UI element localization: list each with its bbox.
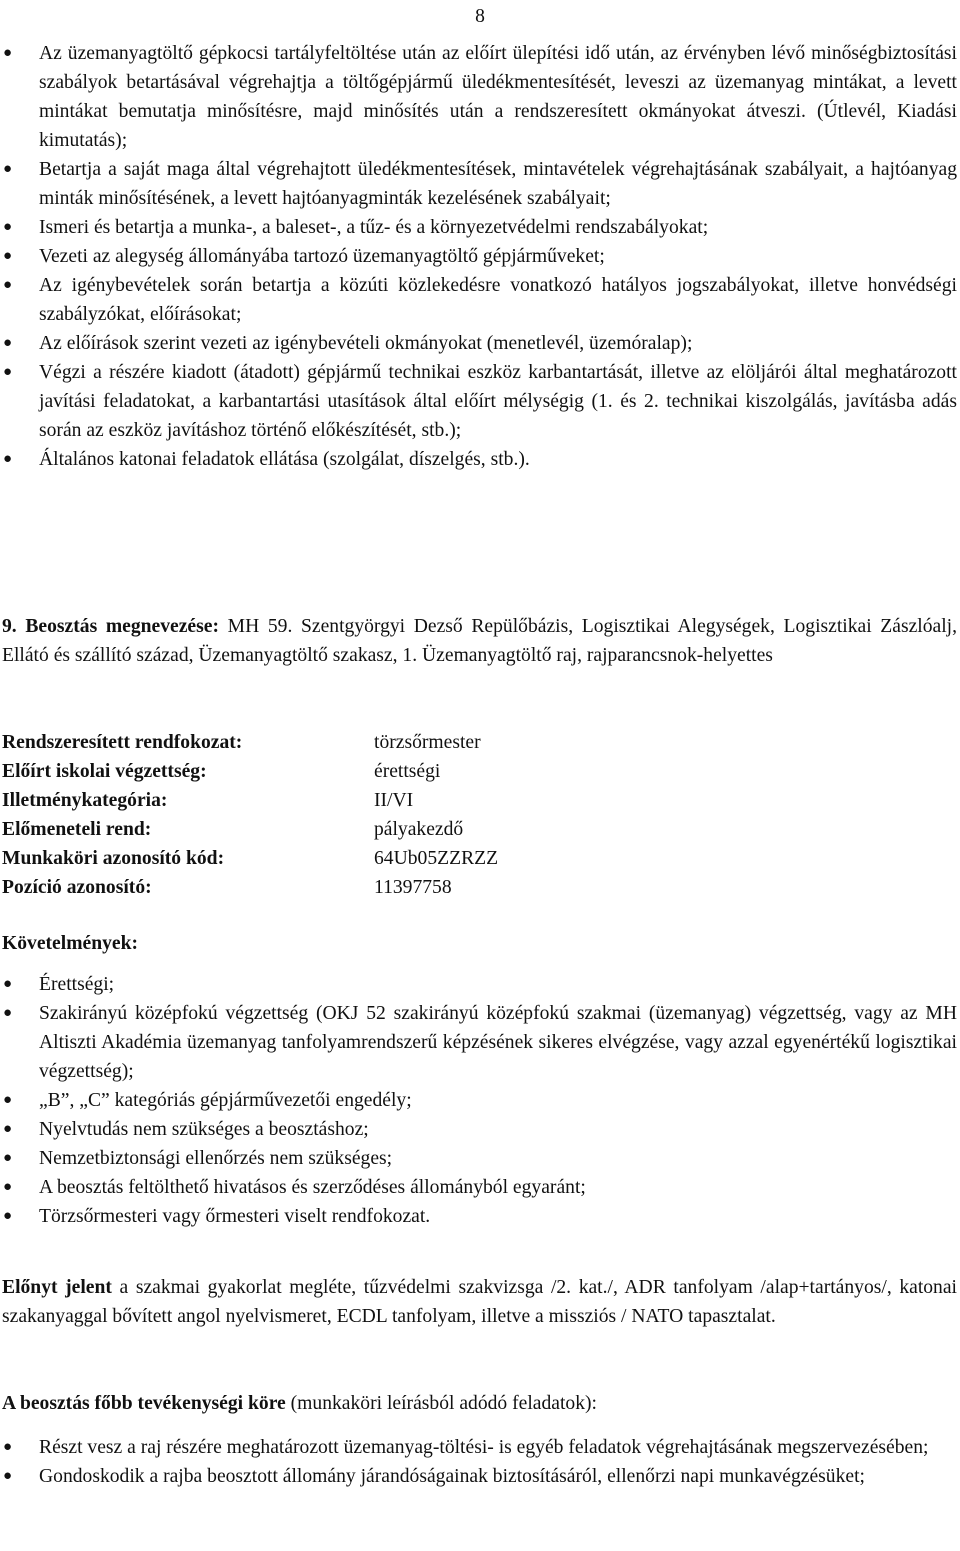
bullet-icon: ● [3, 219, 13, 235]
bullet-icon: ● [3, 1208, 13, 1224]
bullet-icon: ● [3, 451, 13, 467]
bullet-icon: ● [3, 1179, 13, 1195]
list-item: ● Szakirányú középfokú végzettség (OKJ 52 szakirányú középfokú szakmai (üzemanyag) végzettség, vagy az MH Altiszti Akadémia üzemanyag tanfolyamrendszerű képzésének sikeres elvégzése, vagy azzal egyenértékű logisztikai végzettség); [0, 999, 960, 1086]
bullet-icon: ● [3, 364, 13, 380]
list-item: ● Ismeri és betartja a munka-, a baleset-, a tűz- és a környezetvédelmi rendszabályokat; [0, 213, 960, 242]
detail-row: Munkaköri azonosító kód: 64Ub05ZZRZZ [2, 848, 499, 869]
bullet-icon: ● [3, 1121, 13, 1137]
duties-label: A beosztás főbb tevékenységi köre [2, 1393, 286, 1414]
list-item: ● Törzsőrmesteri vagy őrmesteri viselt rendfokozat. [0, 1202, 960, 1231]
bullet-icon: ● [3, 248, 13, 264]
list-item: ● Részt vesz a raj részére meghatározott üzemanyag-töltési- is egyéb feladatok végrehajtásának megszervezésében; [0, 1433, 960, 1462]
list-item: ● Az igénybevételek során betartja a közúti közlekedésre vonatkozó hatályos jogszabályokat, illetve honvédségi szabályzókat, előírásokat; [0, 271, 960, 329]
duties-heading: A beosztás főbb tevékenységi köre (munkaköri leírásból adódó feladatok): [2, 1393, 597, 1414]
bullet-icon: ● [3, 277, 13, 293]
bullet-icon: ● [3, 335, 13, 351]
list-item: ● Általános katonai feladatok ellátása (szolgálat, díszelgés, stb.). [0, 445, 960, 474]
requirements-heading: Követelmények: [2, 933, 139, 954]
bullet-icon: ● [3, 45, 13, 61]
section-text: MH 59. Szentgyörgyi Dezső Repülőbázis, Logisztikai Alegységek, Logisztikai Zászlóalj, Ellátó és szállító század, Üzemanyagtöltő szakasz, 1. Üzemanyagtöltő raj, rajparancsnok-helyettes [2, 616, 958, 666]
section-9 [2, 612, 960, 670]
requirements-list [0, 970, 960, 1231]
detail-row: Előírt iskolai végzettség: érettségi [2, 761, 441, 782]
advantage-label: Előnyt jelent [2, 1277, 112, 1298]
list-item: ● Nyelvtudás nem szükséges a beosztáshoz; [0, 1115, 960, 1144]
list-item: ● Végzi a részére kiadott (átadott) gépjármű technikai eszköz karbantartását, illetve az elöljárói által meghatározott javítási feladatokat, a karbantartási utasítások által előírt mélységig (1. és 2. technikai kiszolgálás, javításba adás során az eszköz javításhoz történő előkészítését, stb.); [0, 358, 960, 445]
list-item: ● A beosztás feltölthető hivatásos és szerződéses állományból egyaránt; [0, 1173, 960, 1202]
list-item: ● Az előírások szerint vezeti az igénybevételi okmányokat (menetlevél, üzemóralap); [0, 329, 960, 358]
list-item: ● Betartja a saját maga által végrehajtott üledékmentesítések, mintavételek végrehajtásának szabályait, a hajtóanyag minták minősítésének, a levett hajtóanyagminták kezelésének szabályait; [0, 155, 960, 213]
section-number: 9. [2, 616, 17, 637]
list-item: ● Érettségi; [0, 970, 960, 999]
list-item: ● Nemzetbiztonsági ellenőrzés nem szükséges; [0, 1144, 960, 1173]
duties-list [0, 1433, 960, 1491]
bullet-icon: ● [3, 1005, 13, 1021]
list-item: ● „B”, „C” kategóriás gépjárművezetői engedély; [0, 1086, 960, 1115]
bullet-icon: ● [3, 1439, 13, 1455]
detail-row: Rendszeresített rendfokozat: törzsőrmester [2, 732, 481, 753]
bullet-icon: ● [3, 1092, 13, 1108]
bullet-icon: ● [3, 976, 13, 992]
advantage-paragraph: Előnyt jelent a szakmai gyakorlat megléte, tűzvédelmi szakvizsga /2. kat./, ADR tanfolyam /alap+tartányos/, katonai szakanyaggal bővített angol nyelvismeret, ECDL tanfolyam, illetve a missziós / NATO tapasztalat. [2, 1277, 957, 1327]
page-number: 8 [475, 6, 485, 27]
list-item: ● Vezeti az alegység állományába tartozó üzemanyagtöltő gépjárműveket; [0, 242, 960, 271]
bullet-icon: ● [3, 1150, 13, 1166]
detail-row: Illetménykategória: II/VI [2, 790, 414, 811]
section-label: Beosztás megnevezése: [25, 616, 219, 637]
bullet-icon: ● [3, 161, 13, 177]
detail-row: Előmeneteli rend: pályakezdő [2, 819, 464, 840]
task-list [0, 39, 960, 474]
list-item: ● Az üzemanyagtöltő gépkocsi tartályfeltöltése után az előírt ülepítési idő után, az érvényben lévő minőségbiztosítási szabályok betartásával végrehajtja a töltőgépjármű üledékmentesítését, leveszi az üzemanyag mintákat, a levett mintákat bemutatja minősítésre, majd minősítés után a rendszeresített okmányokat átveszi. (Útlevél, Kiadási kimutatás); [0, 39, 960, 155]
bullet-icon: ● [3, 1468, 13, 1484]
list-item: ● Gondoskodik a rajba beosztott állomány járandóságainak biztosításáról, ellenőrzi napi munkavégzésüket; [0, 1462, 960, 1491]
detail-row: Pozíció azonosító: 11397758 [2, 877, 452, 898]
position-details [2, 728, 957, 902]
